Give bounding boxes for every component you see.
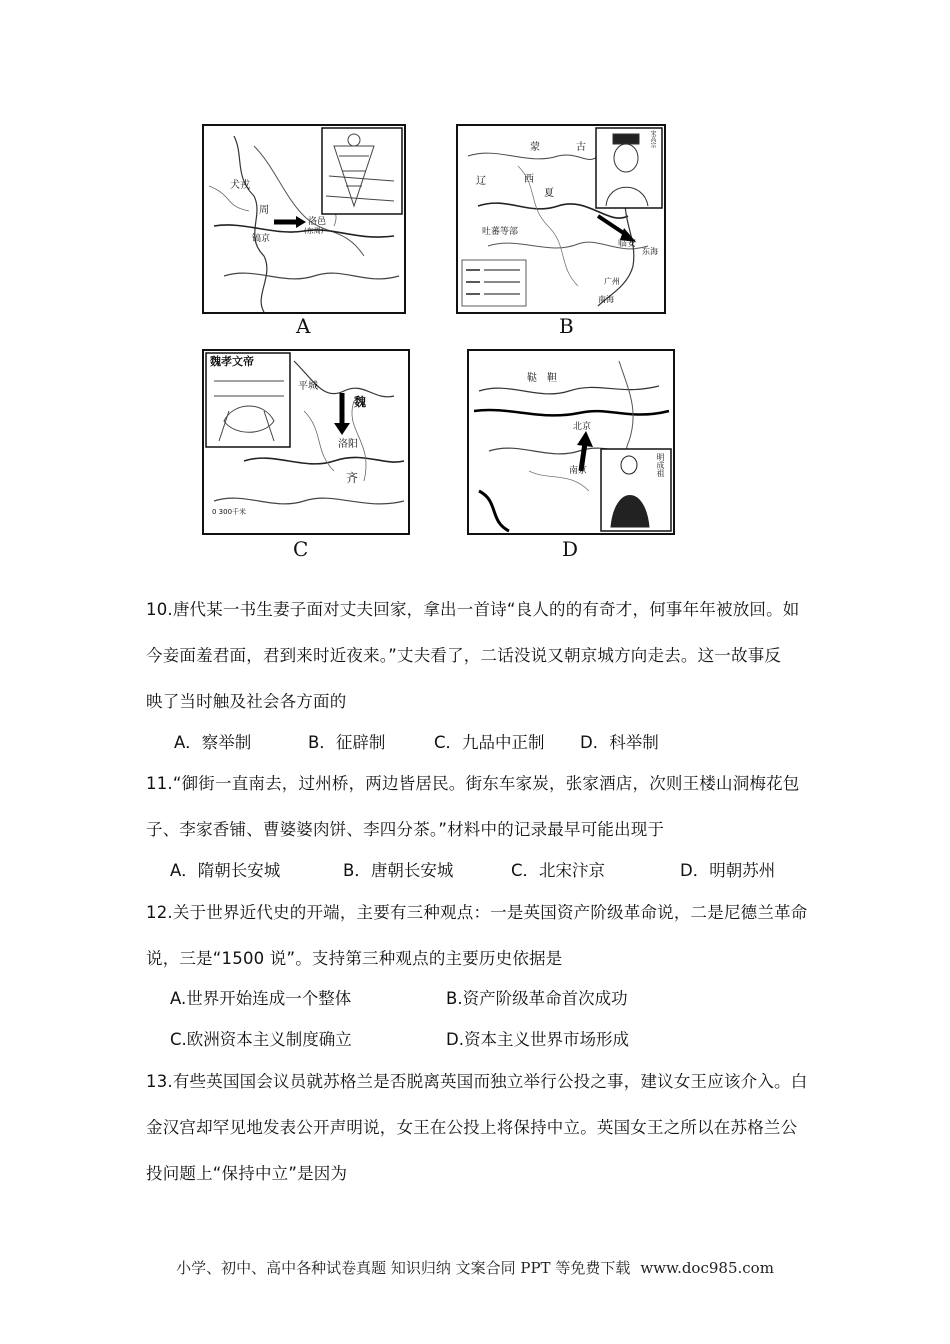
q10-line-1: 10.唐代某一书生妻子面对丈夫回家，拿出一首诗“良人的的有奇才，何事年年被放回。如: [146, 600, 800, 619]
q11-option-d: D．明朝苏州: [680, 861, 776, 880]
q10-option-d: D．科举制: [580, 733, 659, 752]
map-a-text-1: 犬戎: [230, 180, 250, 191]
map-a-text-4: 洛邑: [308, 217, 327, 227]
map-c-text-3: 魏: [354, 395, 367, 409]
map-d-text-4: 南京: [569, 466, 588, 476]
page-footer: [0, 1257, 950, 1278]
map-d-text-1: 鞑: [527, 373, 537, 384]
map-b-text-3: 辽: [476, 176, 486, 187]
q13-line-3: 投问题上“保持中立”是因为: [146, 1164, 348, 1183]
q10-option-a: A．察举制: [174, 733, 252, 752]
map-d-label: D: [562, 537, 579, 561]
map-b-text-8: 广州: [604, 277, 620, 286]
map-d-text-2: 靼: [547, 373, 557, 384]
map-b-text-2: 古: [576, 142, 586, 153]
map-c: [202, 349, 410, 535]
q11-line-1: 11.“御街一直南去，过州桥，两边皆居民。街东车家炭，张家酒店，次则王楼山洞梅花包: [146, 774, 800, 793]
q10-option-b: B．征辟制: [308, 733, 386, 752]
map-d: [467, 349, 675, 535]
q10-line-3: 映了当时触及社会各方面的: [146, 692, 347, 711]
map-a-label: A: [296, 314, 311, 338]
q11-line-2: 子、李家香铺、曹婆婆肉饼、李四分茶。”材料中的记录最早可能出现于: [146, 820, 665, 839]
map-a: [202, 124, 406, 314]
map-c-text-6: 0 300千米: [212, 508, 247, 516]
map-b-text-9: 南海: [598, 295, 614, 304]
map-d-text-5: 明成祖: [656, 453, 665, 477]
q12-line-2: 说，三是“1500 说”。支持第三种观点的主要历史依据是: [146, 949, 563, 968]
q13-line-1: 13.有些英国国会议员就苏格兰是否脱离英国而独立举行公投之事，建议女王应该介入。白: [146, 1072, 808, 1091]
q12-option-b: B.资产阶级革命首次成功: [446, 989, 628, 1008]
footer-link[interactable]: www.doc985.com: [640, 1259, 774, 1277]
map-b-text-11: 宋高宗: [649, 130, 656, 148]
map-c-label: C: [293, 537, 309, 561]
map-b-text-6: 吐蕃等部: [482, 227, 519, 237]
map-b-text-4: 西: [524, 174, 534, 185]
map-b-text-1: 蒙: [530, 142, 540, 153]
map-b-text-10: 东海: [642, 247, 658, 256]
q12-option-a: A.世界开始连成一个整体: [170, 989, 352, 1008]
map-a-text-5: (东周): [304, 227, 324, 235]
map-b-text-5: 夏: [544, 188, 554, 199]
map-a-text-3: 镐京: [252, 234, 271, 244]
q11-option-c: C．北宋汴京: [511, 861, 606, 880]
map-b-text-7: 临安: [618, 239, 637, 249]
map-d-drawing: [469, 351, 673, 533]
q10-line-2: 今妾面羞君面，君到来时近夜来。”丈夫看了，二话没说又朝京城方向走去。这一故事反: [146, 646, 782, 665]
map-c-text-5: 齐: [346, 471, 359, 485]
map-b-label: B: [559, 314, 574, 338]
footer-text: 小学、初中、高中各种试卷真题 知识归纳 文案合同 PPT 等免费下载: [176, 1259, 631, 1277]
map-d-text-3: 北京: [573, 422, 592, 432]
map-c-text-4: 洛阳: [338, 439, 358, 450]
q12-option-c: C.欧洲资本主义制度确立: [170, 1030, 352, 1049]
q11-option-b: B．唐朝长安城: [343, 861, 454, 880]
q11-option-a: A．隋朝长安城: [170, 861, 281, 880]
map-b: [456, 124, 666, 314]
q12-option-d: D.资本主义世界市场形成: [446, 1030, 629, 1049]
map-c-text-1: 魏孝文帝: [210, 355, 254, 368]
q12-line-1: 12.关于世界近代史的开端，主要有三种观点：一是英国资产阶级革命说，二是尼德兰革命: [146, 903, 808, 922]
map-a-drawing: [204, 126, 404, 312]
q10-option-c: C．九品中正制: [434, 733, 545, 752]
map-c-text-2: 平城: [298, 381, 318, 392]
map-a-text-2: 周: [259, 205, 269, 216]
q13-line-2: 金汉宫却罕见地发表公开声明说，女王在公投上将保持中立。英国女王之所以在苏格兰公: [146, 1118, 798, 1137]
map-b-drawing: [458, 126, 664, 312]
